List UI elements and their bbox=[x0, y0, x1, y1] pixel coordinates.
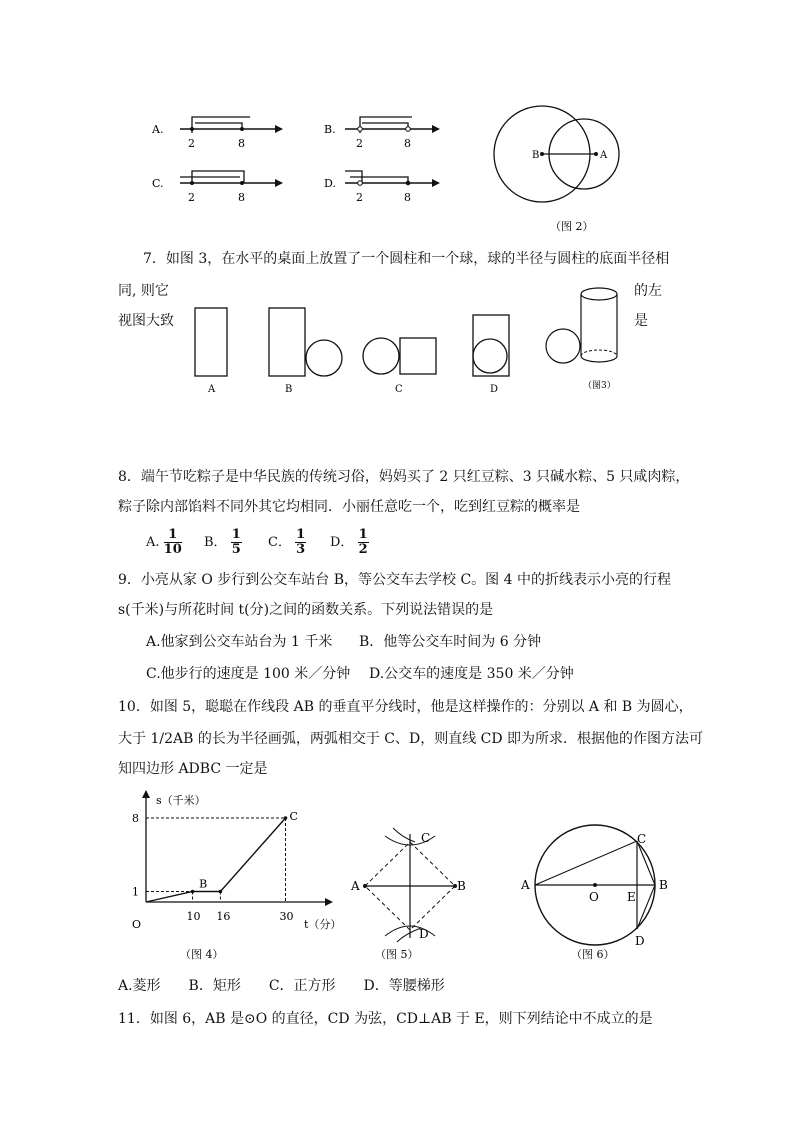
cylinder-bottom-front bbox=[581, 356, 617, 362]
q8-option-c-label: C． bbox=[268, 535, 291, 550]
view-c-rect bbox=[400, 338, 436, 374]
solid-ball bbox=[546, 329, 580, 363]
fig4-x-arrow-icon bbox=[325, 898, 333, 906]
fig6-label-d: D bbox=[635, 934, 645, 948]
dot-c-2 bbox=[190, 181, 194, 185]
view-b-rect bbox=[269, 308, 305, 376]
q8-b-den: 5 bbox=[231, 542, 241, 557]
q8-option-b-label: B． bbox=[204, 535, 227, 550]
tick-c-8: 8 bbox=[238, 191, 245, 204]
q9-option-d[interactable]: D.公交车的速度是 350 米／分钟 bbox=[369, 666, 574, 682]
figure-5-caption: （图 5） bbox=[375, 948, 419, 961]
q8-a-den: 10 bbox=[163, 542, 182, 557]
dot-b-2 bbox=[358, 127, 363, 132]
q7-line2-right: 的左 bbox=[634, 283, 662, 299]
q8-option-c[interactable] bbox=[268, 528, 306, 557]
fig4-label-c: C bbox=[289, 810, 298, 823]
fig4-svg bbox=[120, 780, 340, 965]
q7-line3-left: 视图大致 bbox=[118, 313, 174, 329]
q8-option-c-fraction bbox=[295, 528, 306, 557]
ray-b1 bbox=[360, 117, 412, 133]
fig5-label-a: A bbox=[351, 879, 360, 893]
fig5-arc-bottom2 bbox=[397, 928, 421, 942]
arrow-b-icon bbox=[432, 125, 440, 133]
point-a bbox=[594, 152, 598, 156]
q8-line1: 8．端午节吃粽子是中华民族的传统习俗，妈妈买了 2 只红豆粽、3 只碱水粽、5 只咸肉粽， bbox=[118, 469, 690, 485]
fig4-xtick-10: 10 bbox=[186, 910, 201, 923]
q8-b-num: 1 bbox=[231, 527, 241, 542]
arrow-d-icon bbox=[432, 179, 440, 187]
q9-line2: s(千米)与所花时间 t(分)之间的函数关系。下列说法错误的是 bbox=[118, 602, 494, 618]
fig4-ytick-1: 1 bbox=[132, 885, 139, 899]
label-opt-c: C. bbox=[152, 177, 164, 190]
fig6-segment-cb bbox=[637, 841, 655, 885]
view-c-ball bbox=[363, 338, 399, 374]
view-label-a: A bbox=[208, 384, 216, 395]
fig4-point-1 bbox=[191, 890, 195, 894]
ray-b2 bbox=[362, 123, 408, 129]
fig6-svg bbox=[515, 795, 690, 970]
label-opt-a: A. bbox=[152, 123, 164, 136]
q9-option-c[interactable]: C.他步行的速度是 100 米／分钟 bbox=[146, 666, 351, 682]
q7-line3-right: 是 bbox=[634, 313, 648, 329]
fig4-y-arrow-icon bbox=[142, 790, 150, 798]
q7-line1: 7．如图 3，在水平的桌面上放置了一个圆柱和一个球，球的半径与圆柱的底面半径相 bbox=[143, 251, 670, 267]
tick-d-8: 8 bbox=[404, 191, 411, 204]
label-opt-d: D. bbox=[324, 177, 336, 190]
q11-line1: 11．如图 6，AB 是⊙O 的直径，CD 为弦，CD⊥AB 于 E，则下列结论中不成立的是 bbox=[118, 1011, 653, 1027]
fig4-xlabel: t（分） bbox=[304, 918, 340, 931]
q10-line3: 知四边形 ADBC 一定是 bbox=[118, 761, 268, 777]
fig5-label-b: B bbox=[457, 879, 466, 893]
fig6-label-a: A bbox=[521, 878, 530, 892]
fig6-label-o: O bbox=[589, 890, 599, 904]
dot-c-8 bbox=[240, 181, 244, 185]
fig6-point-o bbox=[593, 883, 597, 887]
figure-5 bbox=[345, 798, 475, 968]
q8-option-a-fraction bbox=[164, 528, 182, 557]
fig6-label-b: B bbox=[659, 878, 668, 892]
view-label-c: C bbox=[395, 384, 403, 395]
circle-label-a: A bbox=[600, 150, 608, 161]
tick-d-2: 2 bbox=[356, 191, 363, 204]
dot-d-8 bbox=[406, 181, 411, 186]
q10-options[interactable]: A.菱形 B．矩形 C．正方形 D．等腰梯形 bbox=[118, 978, 445, 994]
tick-a-2: 2 bbox=[188, 137, 195, 150]
figure-4-caption: （图 4） bbox=[180, 948, 224, 961]
view-a-rect bbox=[195, 308, 227, 376]
fig5-label-c: C bbox=[421, 831, 431, 845]
tick-c-2: 2 bbox=[188, 191, 195, 204]
circles-svg bbox=[490, 100, 640, 240]
q8-c-den: 3 bbox=[296, 542, 306, 557]
fig6-segment-ac bbox=[535, 841, 637, 885]
tick-b-2: 2 bbox=[356, 137, 363, 150]
q10-line2: 大于 1/2AB 的长为半径画弧，两弧相交于 C、D，则直线 CD 即为所求．根据他的作图方法可 bbox=[118, 731, 704, 747]
q7-line2-left: 同, 则它 bbox=[118, 283, 169, 299]
label-opt-b: B. bbox=[324, 123, 336, 136]
fig4-ytick-8: 8 bbox=[132, 812, 139, 825]
figure-6-caption: （图 6） bbox=[571, 948, 615, 961]
q8-d-den: 2 bbox=[358, 542, 368, 557]
fig4-point-3 bbox=[284, 816, 288, 820]
arrow-c-icon bbox=[275, 179, 283, 187]
q8-option-a-label: A. bbox=[146, 535, 160, 550]
figure-4-chart bbox=[120, 780, 340, 965]
fig5-svg bbox=[345, 798, 475, 968]
tick-a-8: 8 bbox=[238, 137, 245, 150]
fig5-point-a bbox=[363, 884, 367, 888]
figure-2-caption: （图 2） bbox=[550, 220, 594, 233]
view-label-b: B bbox=[285, 384, 293, 395]
tick-b-8: 8 bbox=[404, 137, 411, 150]
fig4-marks bbox=[132, 810, 298, 923]
fig4-xtick-16: 16 bbox=[216, 910, 231, 923]
q8-a-num: 1 bbox=[164, 528, 182, 543]
figure-3-caption: （图3） bbox=[583, 381, 616, 391]
q9-option-a[interactable]: A.他家到公交车站台为 1 千米 bbox=[146, 634, 333, 650]
q9-option-b[interactable]: B．他等公交车时间为 6 分钟 bbox=[359, 634, 542, 650]
fig5-arc-top2 bbox=[393, 828, 415, 842]
dot-a-8 bbox=[240, 127, 244, 131]
dot-d-2 bbox=[358, 181, 363, 186]
cylinder-top bbox=[581, 288, 617, 300]
view-label-d: D bbox=[490, 384, 499, 395]
arrow-a-icon bbox=[275, 125, 283, 133]
fig6-segment-bd bbox=[637, 885, 655, 929]
figure-2-circles bbox=[490, 100, 640, 240]
q8-option-b[interactable] bbox=[204, 528, 242, 557]
q8-option-b-fraction bbox=[231, 528, 242, 557]
fig4-point-2 bbox=[219, 890, 223, 894]
point-b bbox=[540, 152, 544, 156]
fig4-ylabel: s（千米） bbox=[156, 794, 206, 807]
fig5-label-d: D bbox=[419, 927, 429, 941]
view-d-ball bbox=[473, 339, 507, 373]
q8-option-d-fraction bbox=[358, 528, 369, 557]
q8-c-num: 1 bbox=[296, 527, 306, 542]
q9-line1: 9．小亮从家 O 步行到公交车站台 B，等公交车去学校 C。图 4 中的折线表示小亮的行程 bbox=[118, 572, 671, 588]
figure-3-views bbox=[185, 280, 635, 405]
fig4-label-b: B bbox=[199, 877, 208, 891]
views-svg bbox=[185, 280, 635, 405]
q8-line2: 粽子除内部馅料不同外其它均相同．小丽任意吃一个，吃到红豆粽的概率是 bbox=[118, 499, 580, 515]
q8-d-num: 1 bbox=[358, 527, 368, 542]
view-b-ball bbox=[306, 340, 342, 376]
ray-a2 bbox=[195, 123, 242, 129]
fig4-xtick-30: 30 bbox=[279, 910, 294, 923]
fig6-label-e: E bbox=[627, 890, 636, 904]
number-lines-svg bbox=[140, 105, 470, 205]
circle-label-b: B bbox=[532, 150, 540, 161]
dot-a-2 bbox=[190, 127, 194, 131]
cylinder-bottom-back bbox=[581, 350, 617, 356]
fig6-label-c: C bbox=[637, 832, 647, 846]
q8-option-a[interactable] bbox=[146, 528, 182, 557]
figure-number-lines bbox=[140, 105, 470, 205]
q8-option-d[interactable] bbox=[330, 528, 369, 557]
dot-b-8 bbox=[406, 127, 411, 132]
q8-option-d-label: D． bbox=[330, 535, 354, 550]
q10-line1: 10．如图 5，聪聪在作线段 AB 的垂直平分线时，他是这样操作的：分别以 A 和 B 为圆心， bbox=[118, 699, 693, 715]
fig4-origin: O bbox=[132, 918, 142, 931]
figure-6 bbox=[515, 795, 690, 970]
fig4-series-line bbox=[146, 818, 286, 902]
